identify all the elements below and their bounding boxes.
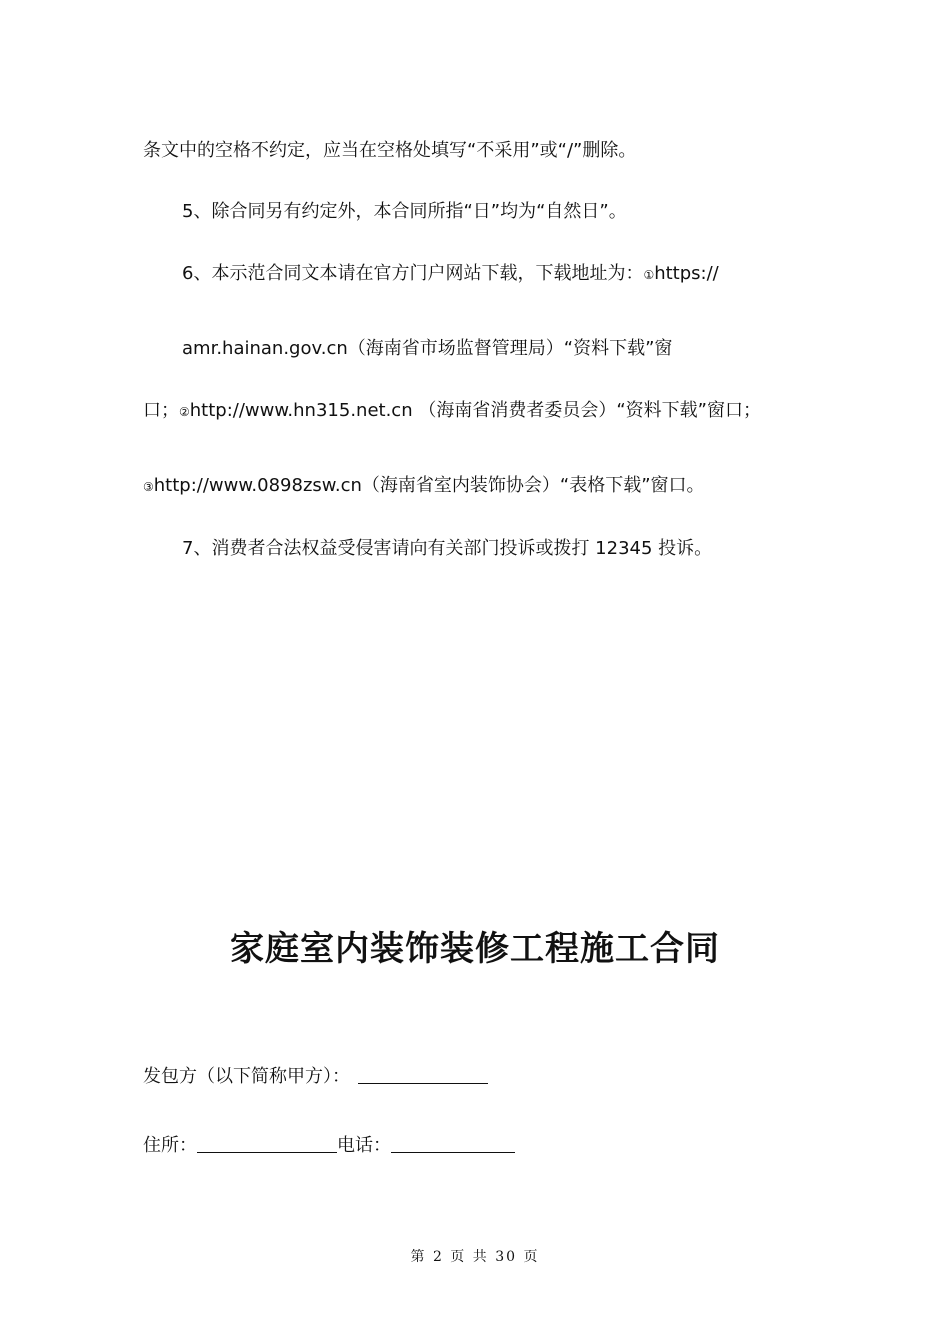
party-a-line — [143, 1065, 488, 1089]
address-phone-line — [143, 1134, 515, 1158]
note-line-6 — [182, 262, 719, 287]
url-amr-prefix: https:// — [654, 263, 719, 284]
page-footer: 第 2 页 共 30 页 — [410, 1249, 540, 1265]
circled-number-2: ② — [179, 405, 190, 419]
note-line-6-cont: amr.hainan.gov.cn（海南省市场监督管理局）“资料下载”窗 — [182, 338, 673, 359]
circled-number-1: ① — [643, 268, 655, 282]
circled-number-3: ③ — [143, 480, 154, 494]
note-line-6-cont-2 — [143, 399, 761, 424]
note-line-1: 条文中的空格不约定，应当在空格处填写“不采用”或“/”删除。 — [143, 140, 637, 161]
address-blank[interactable] — [197, 1134, 337, 1153]
note-line-6-cont-3 — [143, 474, 705, 499]
url-hn315: http://www.hn315.net.cn （海南省消费者委员会）“资料下载”窗口； — [189, 400, 761, 421]
note-6-text: 6、本示范合同文本请在官方门户网站下载，下载地址为： — [182, 263, 644, 284]
party-a-blank[interactable] — [358, 1065, 488, 1084]
party-a-label: 发包方（以下简称甲方）： — [143, 1066, 350, 1087]
phone-blank[interactable] — [391, 1134, 515, 1153]
note-line-7: 7、消费者合法权益受侵害请向有关部门投诉或拨打 12345 投诉。 — [182, 538, 713, 559]
phone-label: 电话： — [337, 1135, 391, 1156]
contract-title: 家庭室内装饰装修工程施工合同 — [230, 929, 720, 969]
note-6-window-suffix: 口； — [143, 400, 179, 421]
address-label: 住所： — [143, 1135, 197, 1156]
url-0898zsw: http://www.0898zsw.cn（海南省室内装饰协会）“表格下载”窗口。 — [153, 475, 705, 496]
note-line-5: 5、除合同另有约定外，本合同所指“日”均为“自然日”。 — [182, 201, 627, 222]
